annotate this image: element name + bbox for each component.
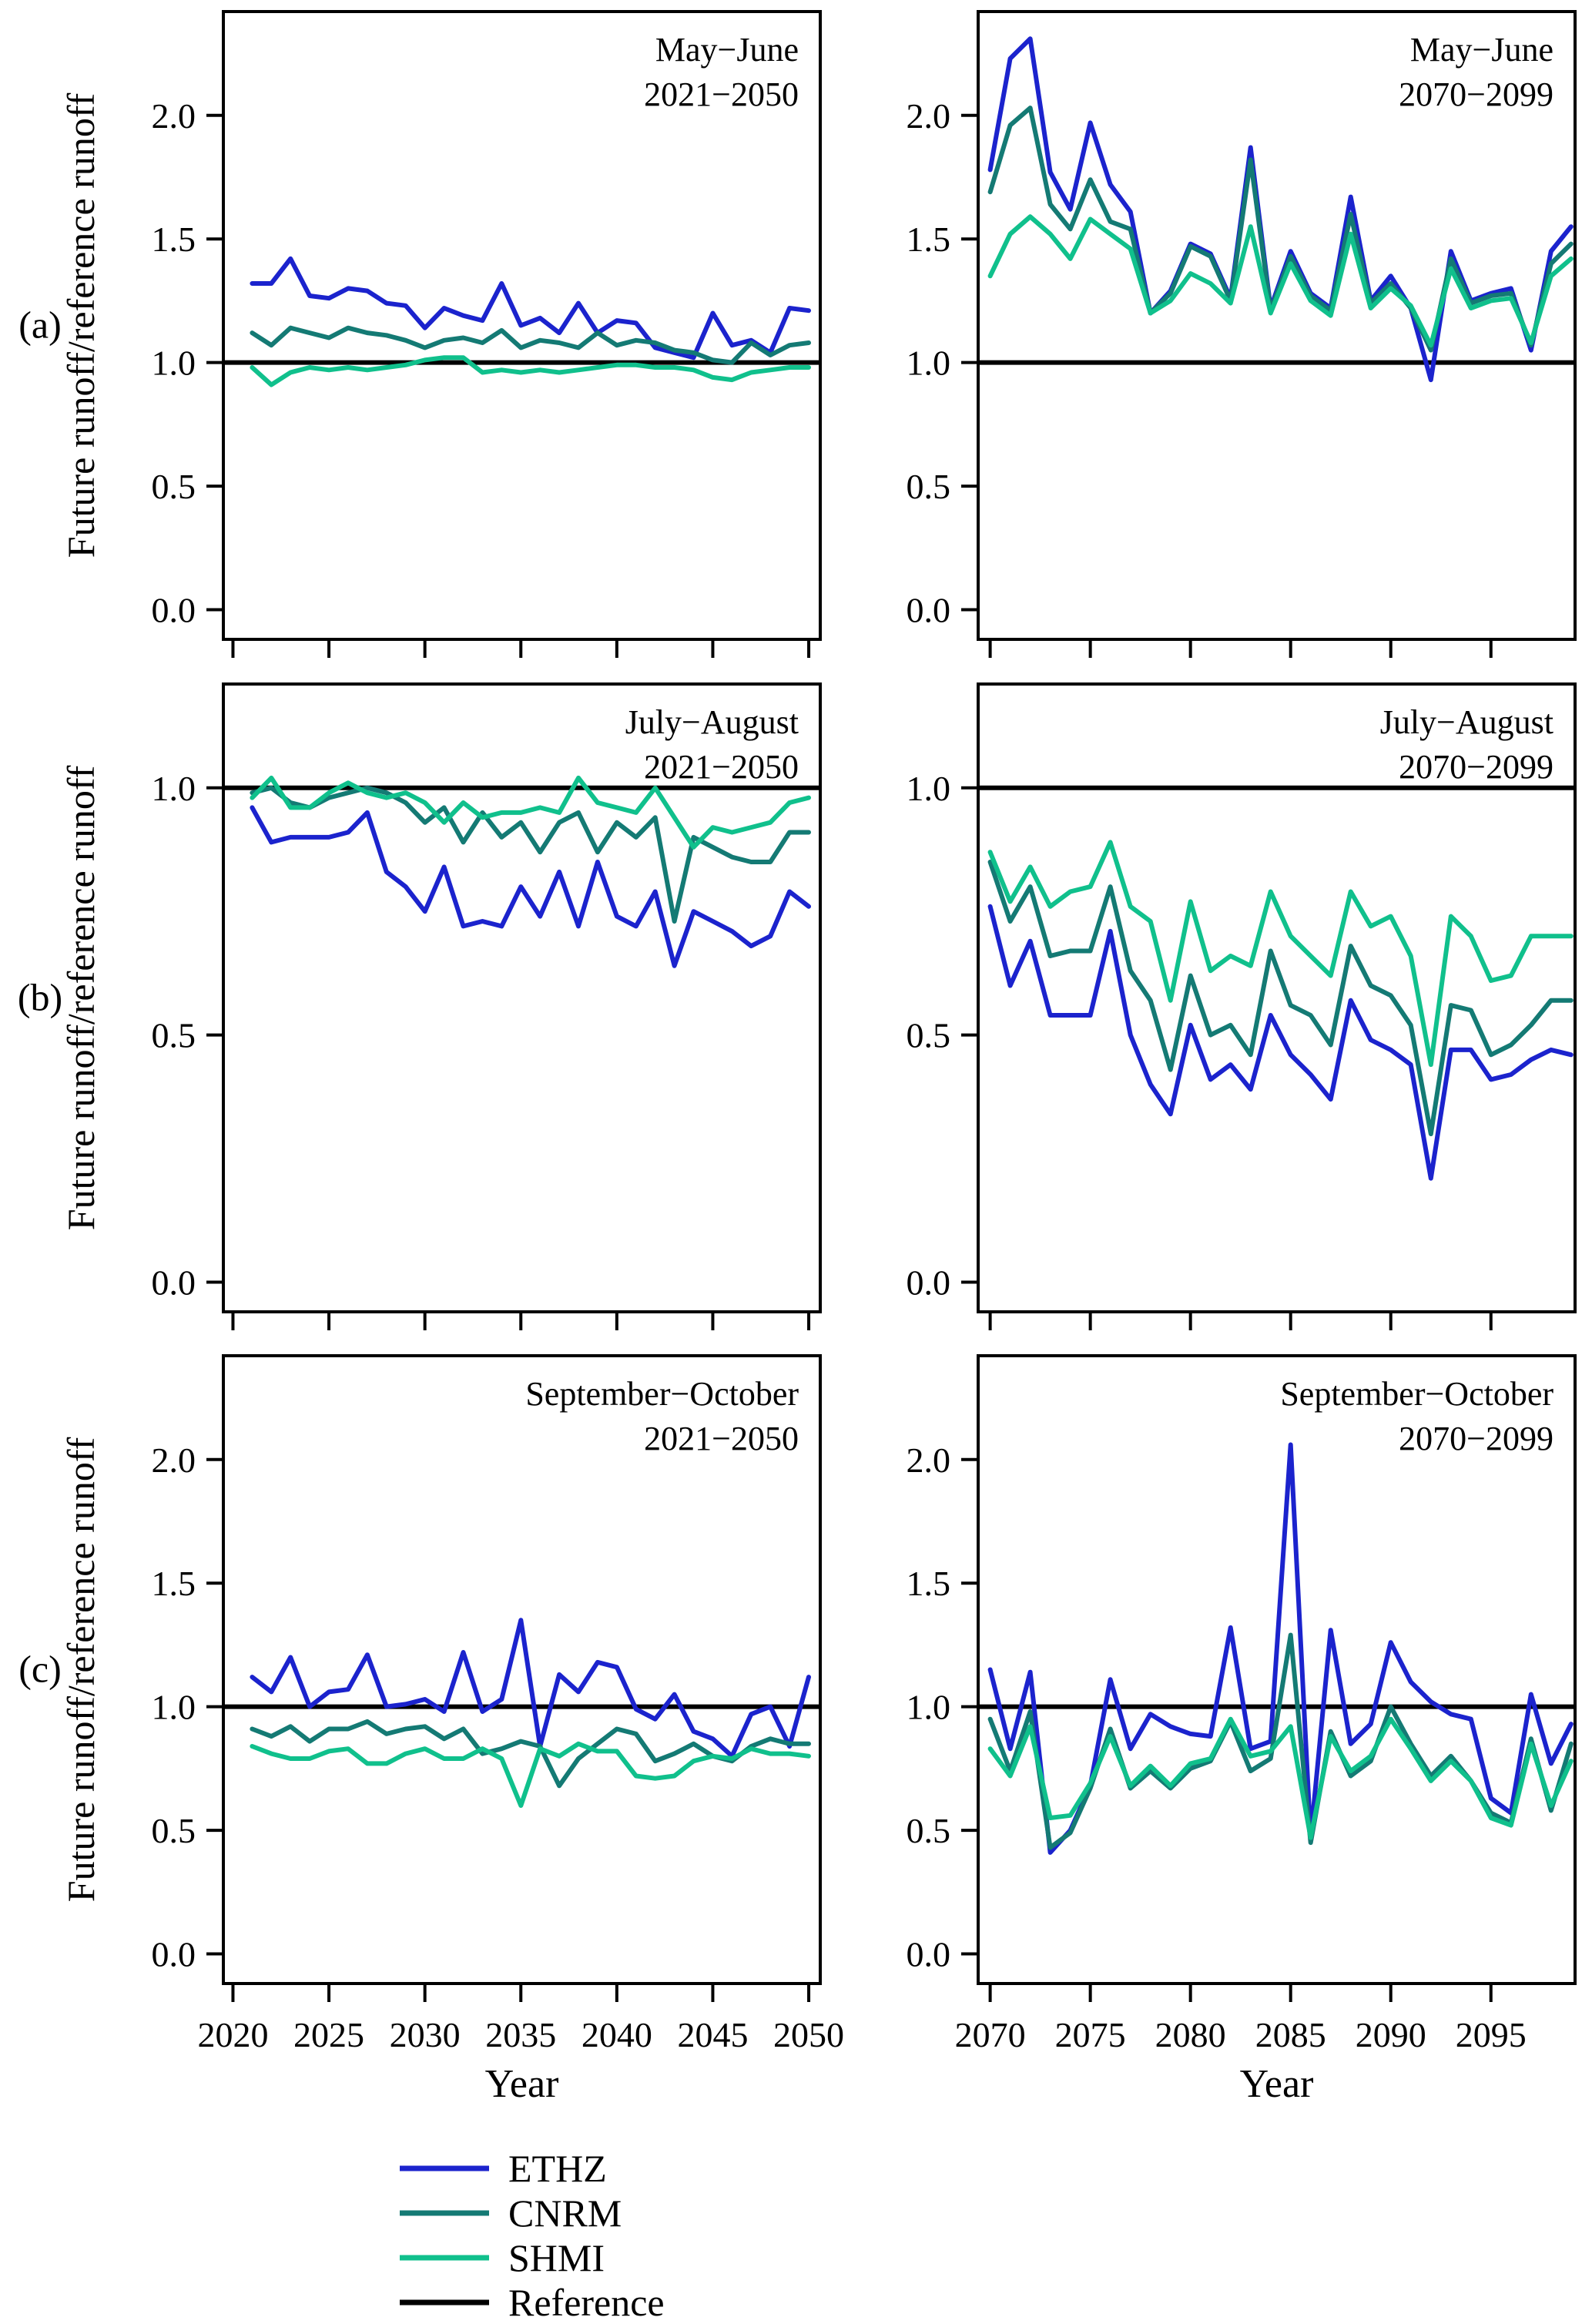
y-tick-label: 0.0 xyxy=(906,1263,950,1303)
y-tick-label: 1.0 xyxy=(151,343,196,383)
x-tick-label: 2045 xyxy=(677,2015,749,2054)
panel-period: 2070−2099 xyxy=(1399,1420,1553,1457)
panel-period: 2021−2050 xyxy=(644,748,799,786)
x-tick-label: 2070 xyxy=(954,2015,1026,2054)
y-tick-label: 1.0 xyxy=(151,768,196,808)
panel-title: September−October xyxy=(525,1375,799,1413)
series-ETHZ-line xyxy=(252,1620,809,1756)
panel-b-right xyxy=(907,684,1576,1330)
panel-period: 2021−2050 xyxy=(644,75,799,113)
x-tick-label: 2030 xyxy=(389,2015,461,2054)
y-tick-label: 0.5 xyxy=(151,1811,196,1851)
y-tick-label: 1.5 xyxy=(151,1564,196,1604)
y-axis-title-b: Future runoff/reference runoff xyxy=(59,765,102,1231)
panel-title: July−August xyxy=(625,703,799,741)
y-tick-label: 2.0 xyxy=(906,96,950,136)
panel-b-left xyxy=(152,684,821,1330)
y-tick-label: 0.5 xyxy=(151,467,196,507)
y-tick-label: 0.5 xyxy=(906,467,950,507)
y-tick-label: 1.0 xyxy=(906,1687,950,1727)
row-label-a: (a) xyxy=(18,303,62,347)
legend-label-SHMI: SHMI xyxy=(508,2236,605,2279)
row-label-b: (b) xyxy=(17,975,63,1019)
y-axis-title-c: Future runoff/reference runoff xyxy=(59,1437,102,1903)
panel-title: May−June xyxy=(655,31,799,69)
y-tick-label: 1.5 xyxy=(906,220,950,260)
legend-label-Reference: Reference xyxy=(508,2281,665,2324)
x-tick-label: 2080 xyxy=(1155,2015,1226,2054)
panel-period: 2070−2099 xyxy=(1399,748,1553,786)
x-tick-label: 2025 xyxy=(293,2015,365,2054)
x-axis-title-right: Year xyxy=(1239,2062,1314,2106)
series-CNRM-line xyxy=(990,862,1571,1134)
y-tick-label: 1.0 xyxy=(906,768,950,808)
row-label-c: (c) xyxy=(18,1647,62,1691)
y-tick-label: 2.0 xyxy=(151,96,196,136)
panel-c-left xyxy=(152,1356,845,2054)
y-tick-label: 0.5 xyxy=(151,1015,196,1055)
y-tick-label: 2.0 xyxy=(906,1440,950,1480)
series-ETHZ-line xyxy=(990,1445,1571,1853)
y-tick-label: 1.0 xyxy=(906,343,950,383)
y-tick-label: 0.0 xyxy=(151,1934,196,1974)
y-tick-label: 0.0 xyxy=(906,1934,950,1974)
x-tick-label: 2095 xyxy=(1455,2015,1527,2054)
y-tick-label: 0.5 xyxy=(906,1015,950,1055)
panel-title: May−June xyxy=(1409,31,1553,69)
panel-title: September−October xyxy=(1280,1375,1553,1413)
y-tick-label: 2.0 xyxy=(151,1440,196,1480)
x-tick-label: 2050 xyxy=(773,2015,845,2054)
y-tick-label: 1.5 xyxy=(906,1564,950,1604)
y-tick-label: 0.0 xyxy=(151,1263,196,1303)
panel-title: July−August xyxy=(1379,703,1553,741)
y-tick-label: 1.5 xyxy=(151,220,196,260)
panel-period: 2070−2099 xyxy=(1399,75,1553,113)
legend xyxy=(400,2147,665,2324)
x-tick-label: 2075 xyxy=(1054,2015,1126,2054)
legend-label-ETHZ: ETHZ xyxy=(508,2147,607,2190)
series-CNRM-line xyxy=(990,108,1571,350)
x-tick-label: 2020 xyxy=(197,2015,269,2054)
y-tick-label: 1.0 xyxy=(151,1687,196,1727)
y-tick-label: 0.0 xyxy=(906,590,950,630)
panel-c-right xyxy=(907,1356,1576,2054)
x-tick-label: 2035 xyxy=(485,2015,557,2054)
y-tick-label: 0.0 xyxy=(151,590,196,630)
y-tick-label: 0.5 xyxy=(906,1811,950,1851)
x-tick-label: 2090 xyxy=(1355,2015,1426,2054)
y-axis-title-a: Future runoff/reference runoff xyxy=(59,92,102,558)
x-tick-label: 2085 xyxy=(1255,2015,1326,2054)
legend-label-CNRM: CNRM xyxy=(508,2192,622,2235)
panel-a-right xyxy=(907,12,1576,658)
x-axis-title-left: Year xyxy=(484,2062,559,2106)
panel-period: 2021−2050 xyxy=(644,1420,799,1457)
panel-a-left xyxy=(152,12,821,658)
x-tick-label: 2040 xyxy=(581,2015,652,2054)
